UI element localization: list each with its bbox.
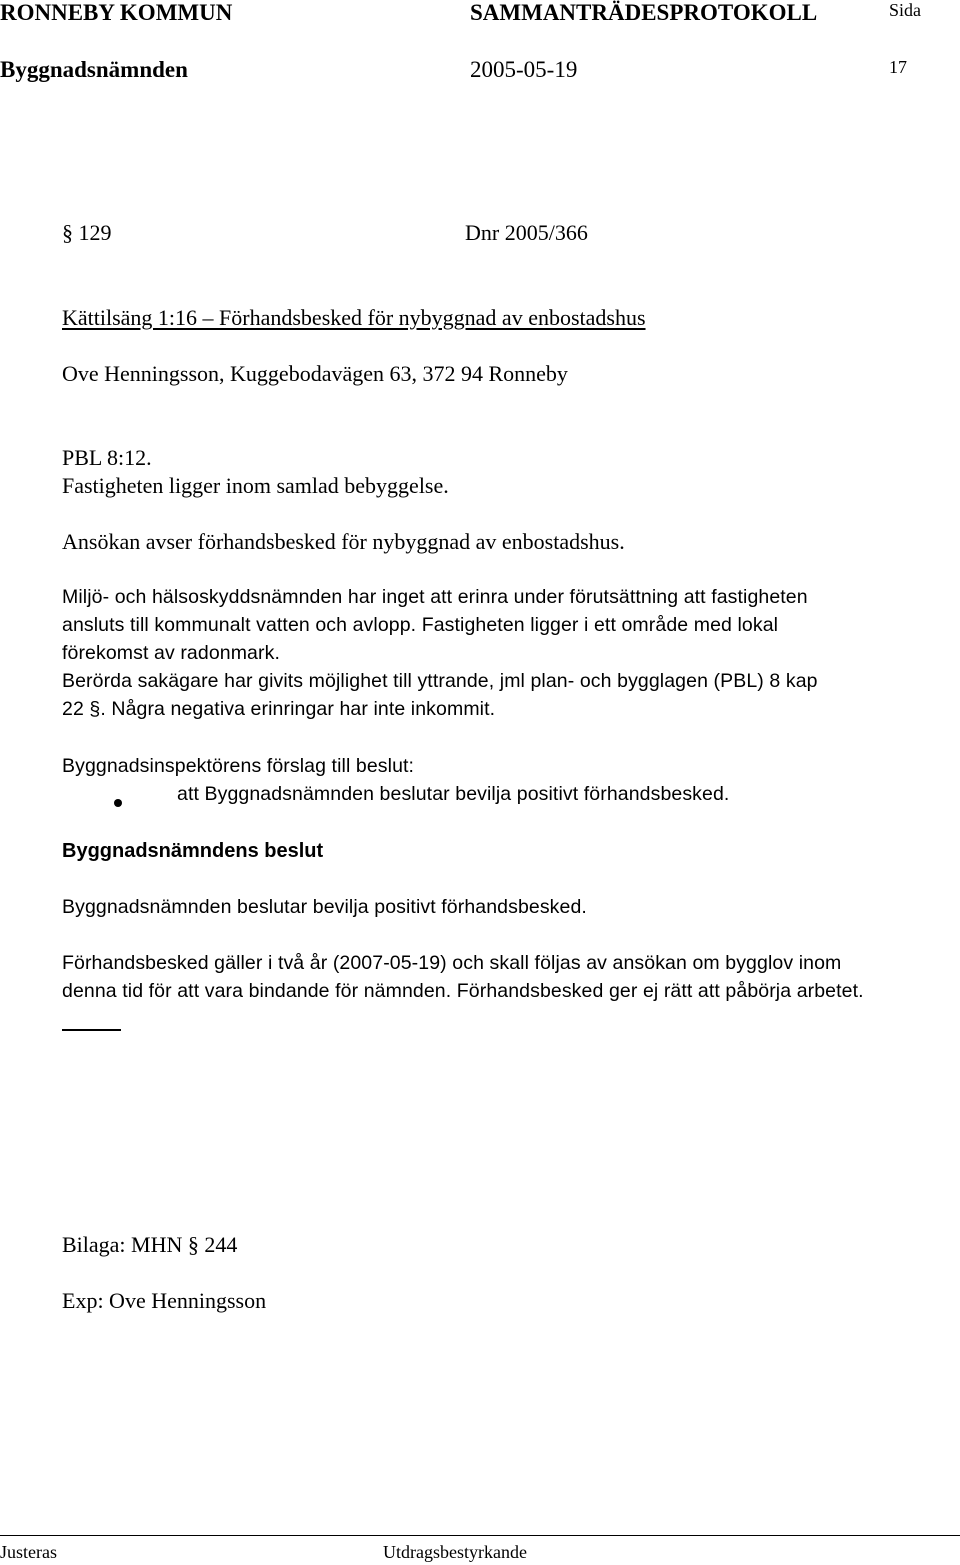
municipality-name: RONNEBY KOMMUN <box>0 0 233 25</box>
bullet-icon <box>114 794 122 812</box>
statement-line-3: förekomst av radonmark. <box>62 642 280 664</box>
case-dnr: Dnr 2005/366 <box>465 220 588 245</box>
page-number: 17 <box>889 57 907 77</box>
statement-line-1: Miljö- och hälsoskyddsnämnden har inget att erinra under förutsättning att fastigheten <box>62 586 808 608</box>
committee-name: Byggnadsnämnden <box>0 57 188 82</box>
section-end-rule <box>62 1029 121 1031</box>
attachment-reference: Bilaga: MHN § 244 <box>62 1232 238 1257</box>
applicant-line: Ove Henningsson, Kuggebodavägen 63, 372 94 Ronneby <box>62 361 568 386</box>
paragraph-number: § 129 <box>62 220 112 245</box>
document-type: SAMMANTRÄDESPROTOKOLL <box>470 0 818 25</box>
facts-line-1: PBL 8:12. <box>62 445 152 470</box>
facts-line-2: Fastigheten ligger inom samlad bebyggelse. <box>62 473 449 498</box>
validity-line-1: Förhandsbesked gäller i två år (2007-05-19) och skall följas av ansökan om bygglov inom <box>62 952 842 974</box>
distribution-line: Exp: Ove Henningsson <box>62 1288 267 1313</box>
decision-heading: Byggnadsnämndens beslut <box>62 840 324 862</box>
decision-text: Byggnadsnämnden beslutar bevilja positivt förhandsbesked. <box>62 896 587 918</box>
facts-line-3: Ansökan avser förhandsbesked för nybyggnad av enbostadshus. <box>62 529 625 554</box>
footer-rule <box>0 1535 960 1536</box>
meeting-date: 2005-05-19 <box>470 57 578 82</box>
validity-line-2: denna tid för att vara bindande för nämnden. Förhandsbesked ger ej rätt att påbörja arbetet. <box>62 980 864 1002</box>
proposal-bullet-text: att Byggnadsnämnden beslutar bevilja positivt förhandsbesked. <box>177 783 730 805</box>
case-title: Kättilsäng 1:16 – Förhandsbesked för nybyggnad av enbostadshus <box>62 305 646 330</box>
page-label: Sida <box>889 0 922 20</box>
statement-line-2: ansluts till kommunalt vatten och avlopp. Fastigheten ligger i ett område med lokal <box>62 614 779 636</box>
statement-line-4: Berörda sakägare har givits möjlighet till yttrande, jml plan- och bygglagen (PBL) 8 kap <box>62 670 818 692</box>
footer-utdragsbestyrkande: Utdragsbestyrkande <box>383 1542 527 1562</box>
footer-justeras: Justeras <box>0 1542 57 1562</box>
statement-line-5: 22 §. Några negativa erinringar har inte inkommit. <box>62 698 496 720</box>
proposal-heading: Byggnadsinspektörens förslag till beslut: <box>62 755 415 777</box>
